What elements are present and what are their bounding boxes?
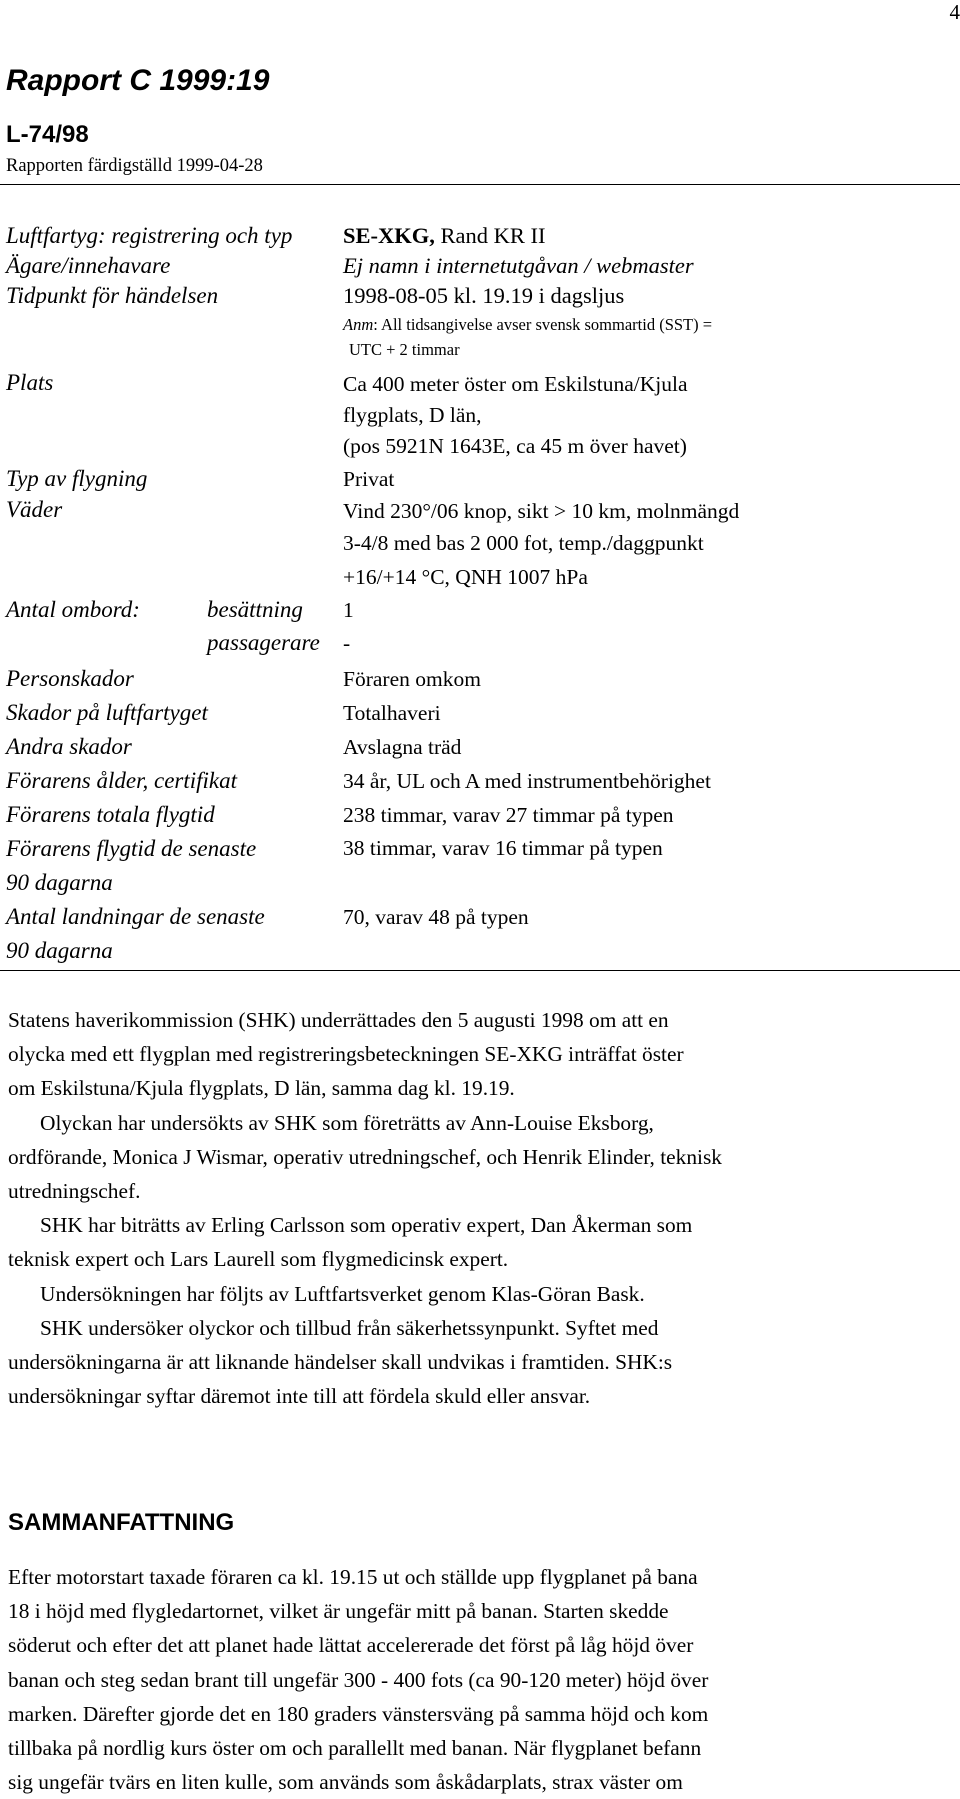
fact-sheet-divider [0,970,960,971]
fact-label-aircraft-damage: Skador på luftfartyget [6,700,208,726]
fact-label-injuries: Personskador [6,666,134,692]
fact-label-place: Plats [6,370,53,396]
case-id: L-74/98 [6,121,89,149]
fact-value-place-line1: Ca 400 meter öster om Eskilstuna/Kjula [343,372,688,397]
fact-value-pilot-total: 238 timmar, varav 27 timmar på typen [343,803,674,828]
fact-value-aircraft-damage: Totalhaveri [343,701,441,726]
fact-label-pilot-90days: Förarens flygtid de senaste [6,836,256,862]
fact-value-place-line3: (pos 5921N 1643E, ca 45 m över havet) [343,434,687,459]
fact-value-flight-type: Privat [343,467,394,492]
fact-label-landings-line2: 90 dagarna [6,938,113,964]
fact-label-flight-type: Typ av flygning [6,466,147,492]
time-note-prefix: Anm [343,315,373,334]
fact-label-passengers: passagerare [207,630,320,656]
summary-line: 18 i höjd med flygledartornet, vilket är ungefär mitt på banan. Starten skedde [8,1594,708,1628]
fact-label-other-damage: Andra skador [6,734,132,760]
summary-section [8,1560,708,1799]
fact-label-time: Tidpunkt för händelsen [6,283,218,309]
intro-line: olycka med ett flygplan med registreringsbeteckningen SE-XKG inträffat öster [8,1037,722,1071]
intro-line: ordförande, Monica J Wismar, operativ utredningschef, och Henrik Elinder, teknisk [8,1140,722,1174]
intro-line: Statens haverikommission (SHK) underrättades den 5 augusti 1998 om att en [8,1003,722,1037]
summary-line: sig ungefär tvärs en liten kulle, som används som åskådarplats, strax väster om [8,1765,708,1799]
fact-value-injuries: Föraren omkom [343,667,481,692]
intro-line: undersökningar syftar däremot inte till att fördela skuld eller ansvar. [8,1379,722,1413]
fact-value-pilot-age: 34 år, UL och A med instrumentbehörighet [343,769,711,794]
summary-line: söderut och efter det att planet hade lättat accelererade det först på låg höjd över [8,1628,708,1662]
fact-label-pilot-total: Förarens totala flygtid [6,802,215,828]
summary-line: tillbaka på nordlig kurs öster om och parallellt med banan. När flygplanet befann [8,1731,708,1765]
fact-value-pilot-90days: 38 timmar, varav 16 timmar på typen [343,836,663,861]
fact-label-aircraft: Luftfartyg: registrering och typ [6,223,292,249]
fact-label-crew: besättning [207,597,303,623]
intro-line: SHK har biträtts av Erling Carlsson som operativ expert, Dan Åkerman som [8,1208,722,1242]
fact-value-weather-line1: Vind 230°/06 knop, sikt > 10 km, molnmängd [343,499,739,524]
fact-value-place-line2: flygplats, D län, [343,403,482,428]
fact-value-aircraft [343,223,546,249]
time-note [343,315,712,335]
fact-label-owner: Ägare/innehavare [6,253,170,279]
fact-value-weather-line3: +16/+14 °C, QNH 1007 hPa [343,565,588,590]
fact-value-other-damage: Avslagna träd [343,735,461,760]
fact-label-landings: Antal landningar de senaste [6,904,265,930]
intro-line: om Eskilstuna/Kjula flygplats, D län, samma dag kl. 19.19. [8,1071,722,1105]
time-note-text: : All tidsangivelse avser svensk sommartid (SST) = [373,315,712,334]
fact-label-pilot-90days-line2: 90 dagarna [6,870,113,896]
fact-value-weather-line2: 3-4/8 med bas 2 000 fot, temp./daggpunkt [343,531,704,556]
fact-value-crew: 1 [343,598,354,623]
intro-section [8,1003,722,1413]
summary-line: banan och steg sedan brant till ungefär 300 - 400 fots (ca 90-120 meter) höjd över [8,1663,708,1697]
fact-value-time: 1998-08-05 kl. 19.19 i dagsljus [343,283,624,309]
intro-line: Olyckan har undersökts av SHK som företrätts av Ann-Louise Eksborg, [8,1106,722,1140]
intro-line: Undersökningen har följts av Luftfartsverket genom Klas-Göran Bask. [8,1277,722,1311]
report-completed-date: Rapporten färdigställd 1999-04-28 [6,156,263,177]
header-divider [0,184,960,185]
fact-value-landings: 70, varav 48 på typen [343,905,529,930]
fact-label-weather: Väder [6,497,62,523]
fact-label-pilot-age: Förarens ålder, certifikat [6,768,237,794]
report-title: Rapport C 1999:19 [6,64,269,98]
registration: SE-XKG, [343,223,435,248]
aircraft-type: Rand KR II [435,223,546,248]
intro-line: teknisk expert och Lars Laurell som flygmedicinsk expert. [8,1242,722,1276]
fact-label-onboard: Antal ombord: [6,597,140,623]
intro-line: SHK undersöker olyckor och tillbud från säkerhetssynpunkt. Syftet med [8,1311,722,1345]
summary-heading: SAMMANFATTNING [8,1509,234,1537]
intro-line: undersökningarna är att liknande händelser skall undvikas i framtiden. SHK:s [8,1345,722,1379]
page-number: 4 [950,0,960,25]
fact-value-passengers: - [343,631,350,656]
summary-line: Efter motorstart taxade föraren ca kl. 19.15 ut och ställde upp flygplanet på bana [8,1560,708,1594]
intro-line: utredningschef. [8,1174,722,1208]
time-note-line2: UTC + 2 timmar [349,340,460,360]
fact-value-owner: Ej namn i internetutgåvan / webmaster [343,253,694,279]
summary-line: marken. Därefter gjorde det en 180 graders vänstersväng på samma höjd och kom [8,1697,708,1731]
